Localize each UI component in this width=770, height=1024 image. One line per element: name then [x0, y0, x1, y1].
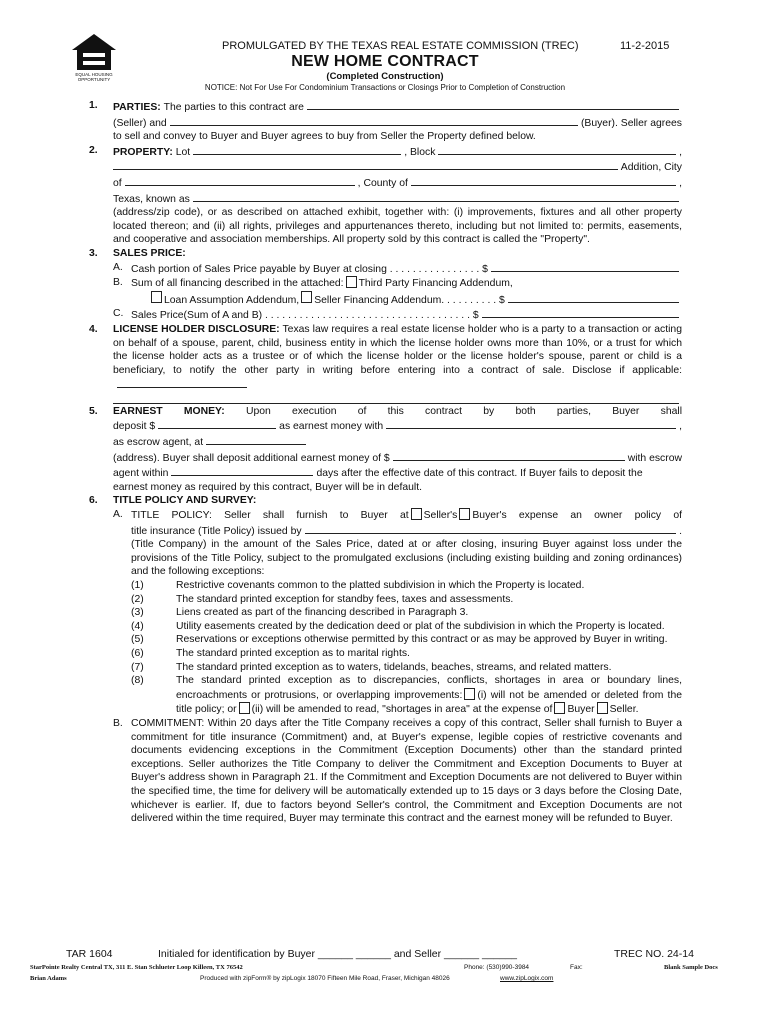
item-number: (5) — [131, 634, 144, 646]
cash-portion-label: Cash portion of Sales Price payable by Buyer at closing . . . . . . . . . . . . . . . . $ — [131, 263, 488, 275]
produced-with: Produced with zipForm® by zipLogix 18070 Fifteen Mile Road, Fraser, Michigan 48026 — [200, 975, 450, 982]
escrow-agent-field[interactable] — [386, 418, 676, 429]
sales-price-label: Sales Price(Sum of A and B) . . . . . . . . . . . . . . . . . . . . . . . . . . . . . . . . . . . . $ — [131, 310, 479, 322]
comma: , — [679, 421, 682, 433]
section-label: PARTIES: — [113, 102, 161, 113]
seller-shortage-checkbox[interactable] — [597, 702, 608, 714]
section-number: 4. — [89, 323, 98, 335]
promulgated-text: PROMULGATED BY THE TEXAS REAL ESTATE COMMISSION (TREC) — [222, 40, 579, 52]
item-text: Liens created as part of the financing described in Paragraph 3. — [176, 607, 469, 619]
tar-number: TAR 1604 — [66, 948, 113, 960]
section-earnest-money — [85, 405, 682, 495]
fax-info: Fax: — [570, 964, 583, 971]
block-field[interactable] — [438, 144, 676, 155]
buyer-shortage-checkbox[interactable] — [554, 702, 565, 714]
seller-financing-checkbox[interactable] — [301, 291, 312, 303]
escrow-agent-label: as escrow agent, at — [113, 437, 204, 449]
days-field[interactable] — [171, 465, 313, 476]
deposit-amount-field[interactable] — [158, 418, 276, 429]
list-item — [131, 593, 682, 607]
block-label: , Block — [404, 146, 436, 158]
section-label: SALES PRICE: — [113, 247, 186, 259]
list-item — [131, 606, 682, 620]
item-number: (6) — [131, 647, 144, 659]
buyer-name-field[interactable] — [170, 115, 578, 126]
item-text: The standard printed exception as to marital rights. — [176, 647, 410, 659]
address-field[interactable] — [193, 191, 679, 202]
page-subtitle: (Completed Construction) — [326, 71, 444, 82]
county-label: , County of — [357, 177, 408, 189]
disclosure-field-2[interactable] — [113, 393, 679, 404]
ziplogix-link[interactable]: www.zipLogix.com — [500, 975, 554, 982]
section-number: 3. — [89, 247, 98, 259]
third-party-financing-label: Third Party Financing Addendum, — [358, 278, 513, 290]
earnest-default-text: earnest money as required by this contract, Buyer will be in default. — [113, 481, 422, 493]
page-title: NEW HOME CONTRACT — [291, 53, 479, 70]
form-date: 11-2-2015 — [620, 40, 670, 52]
item-text: Restrictive covenants common to the platted subdivision in which the Property is located. — [176, 580, 585, 591]
comma: , — [679, 146, 682, 158]
not-amended-checkbox[interactable] — [464, 688, 475, 700]
comma: , — [679, 177, 682, 189]
city-of-label: of — [113, 177, 122, 189]
seller-shortage-label: Seller. — [609, 704, 639, 716]
seller-name-field[interactable] — [307, 99, 679, 110]
buyer-expense-checkbox[interactable] — [459, 508, 470, 520]
contract-body — [85, 99, 682, 826]
item-text: Reservations or exceptions otherwise permitted by this contract or as may be approved by Buyer in writing. — [176, 634, 668, 646]
title-policy-description: (Title Company) in the amount of the Sales Price, dated at or after closing, insuring Buyer against loss under the provisions of the Title Policy, subject to the promulgated exclusions (including existing building and zoning ordinances) and the following exceptions: — [131, 539, 682, 578]
lot-field[interactable] — [193, 144, 401, 155]
agent-name: Brian Adams — [30, 975, 67, 982]
list-item — [131, 620, 682, 634]
section-label: LICENSE HOLDER DISCLOSURE: — [113, 323, 280, 335]
item-letter: A. — [113, 261, 123, 273]
with-escrow-label: with escrow — [627, 452, 682, 464]
list-item — [131, 647, 682, 661]
item-letter: C. — [113, 308, 124, 320]
known-as-label: Texas, known as — [113, 193, 190, 205]
trec-number: TREC NO. 24-14 — [614, 948, 694, 960]
lot-label: Lot — [175, 146, 191, 158]
amended-checkbox[interactable] — [239, 702, 250, 714]
not-amended-label: (i) will not be amended or deleted from the title policy; or — [176, 689, 682, 716]
addition-label: Addition, City — [620, 162, 682, 174]
section-number: 5. — [89, 405, 98, 417]
section-sales-price — [85, 247, 682, 323]
sales-price-field[interactable] — [482, 307, 679, 318]
loan-assumption-checkbox[interactable] — [151, 291, 162, 303]
section-label: TITLE POLICY AND SURVEY: — [113, 495, 257, 507]
additional-deposit-field[interactable] — [393, 450, 625, 461]
deposit-label: deposit $ — [113, 421, 156, 433]
list-item — [131, 579, 682, 593]
escrow-with-label: as earnest money with — [279, 421, 384, 433]
logo-caption: EQUAL HOUSING OPPORTUNITY — [75, 72, 113, 82]
license-holder-text: Texas law requires a real estate license holder who is a party to a transaction or acting on behalf of a spouse, parent, child, business entity in which the license holder owns more than 10%, or a trust for which the license holder acts as a trustee or of which the license holder or the license holder's spouse, parent or child is a beneficiary, to notify the other party in writing before entering into a contract of sale. Disclose if applicable: — [113, 323, 682, 376]
item-letter: A. — [113, 509, 123, 521]
exceptions-list — [131, 579, 682, 717]
section-number: 2. — [89, 144, 98, 156]
seller-label: (Seller) and — [113, 117, 167, 129]
amended-label: (ii) will be amended to read, "shortages in area" at the expense of — [251, 704, 553, 716]
seller-expense-label: Seller's — [423, 510, 458, 522]
list-item — [131, 674, 682, 717]
loan-assumption-label: Loan Assumption Addendum, — [164, 294, 300, 306]
county-field[interactable] — [411, 175, 676, 186]
section-license-holder — [85, 323, 682, 404]
title-company-field[interactable] — [305, 523, 677, 534]
company-info: StarPointe Realty Central TX, 311 E. Stan Schlueter Loop Killeen, TX 76542 — [30, 964, 243, 971]
parties-text: The parties to this contract are — [163, 102, 304, 113]
item-text: The standard printed exception as to waters, tidelands, beaches, streams, and related matters. — [176, 661, 612, 673]
section-parties — [85, 99, 682, 144]
section-label: EARNEST MONEY: — [113, 405, 225, 417]
item-number: (2) — [131, 593, 144, 605]
buyer-expense-label: Buyer's expense an owner policy of — [472, 510, 682, 522]
seller-expense-checkbox[interactable] — [411, 508, 422, 520]
cash-portion-field[interactable] — [491, 261, 679, 272]
section-number: 1. — [89, 100, 98, 111]
issued-by-label: title insurance (Title Policy) issued by — [131, 525, 302, 537]
buyer-shortage-label: Buyer — [567, 704, 595, 716]
phone-info: Phone: (530)990-3984 — [464, 964, 530, 971]
third-party-financing-checkbox[interactable] — [346, 276, 357, 288]
item-number: (4) — [131, 620, 144, 632]
item-letter: B. — [113, 277, 123, 289]
disclosure-field[interactable] — [117, 377, 247, 388]
item-letter: B. — [113, 717, 123, 729]
document-name: Blank Sample Docs — [664, 964, 718, 971]
parties-convey-text: to sell and convey to Buyer and Buyer agrees to buy from Seller the Property defined below. — [113, 131, 536, 143]
item-number: (8) — [131, 675, 144, 687]
section-label: PROPERTY: — [113, 146, 173, 158]
buyer-label: (Buyer). Seller agrees — [580, 117, 682, 129]
agent-within-label: agent within — [113, 468, 169, 480]
earnest-money-text: Upon execution of this contract by both parties, Buyer shall — [245, 405, 683, 417]
item-number: (7) — [131, 661, 144, 673]
notice-text: NOTICE: Not For Use For Condominium Transactions or Closings Prior to Completion of Construction — [204, 83, 566, 92]
addition-field[interactable] — [113, 159, 618, 170]
seller-financing-label: Seller Financing Addendum. . . . . . . . . . $ — [314, 294, 505, 306]
section-title-policy: 6. TITLE POLICY AND SURVEY: A. TITLE POLICY: Seller shall furnish to Buyer at Seller's Buyer's expense an owner policy of title insurance (Title Policy) issued by . (Title Company) in the amount of the Sales Price, dated at or after closing, insuring Buyer against loss under the provisions of the Title Policy, subject to the promulgated exclusions (including existing building and zoning ordinances) and the following exceptions: (1) Restrictive covenants common to the platted subdivision in which the Property is located. (2) The standard printed exception for standby fees, taxes and assessments. (3) Liens created as part of the financing described in Paragraph 3. (4) Utility easements created by the dedication deed or plat of the subdivision in which the Property is located. (5) Reservations or exceptions otherwise permitted by this contract or as may be approved by Buyer in writing. (6) The standard printed exception as to marital rights. (7) The standard printed exception as to waters, tidelands, beaches, streams, and related matters. (8) The standard printed exception as to discrepancies, conflicts, shortages in area or boundary lines, encroachments or protrusions, or overlapping improvements: (i) will not be amended or deleted from the title policy; or (ii) will be amended to read, "shortages in area" at the expense of Buyer Seller. B. COMMITMENT: Within 20 days after the Title Company receives a copy of this contract, Seller shall furnish to Buyer a commitment for title insurance (Commitment) and, at Buyer's expense, legible copies of restrictive covenants and documents evidencing exceptions in the Commitment (Exception Documents) other than the standard printed exceptions. Seller authorizes the Title Company to deliver the Commitment and Exception Documents to Buyer at Buyer's address shown in Paragraph 21. If the Commitment and Exception Documents are not delivered to Buyer within the specified time, the time for delivery will be automatically extended up to 15 days or 3 days before the Closing Date, whichever is earlier. If, due to factors beyond Seller's control, the Commitment and Exception Documents are not delivered within the time required, Buyer may terminate this contract and the earnest money will be refunded to Buyer. — [89, 495, 682, 825]
item-number: (1) — [131, 580, 144, 591]
item-text: Utility easements created by the dedication deed or plat of the subdivision in which the Property is located. — [176, 620, 665, 632]
initialed-text: Initialed for identification by Buyer ______ ______ and Seller ______ ______ — [158, 948, 518, 960]
item-text: The standard printed exception for standby fees, taxes and assessments. — [176, 593, 514, 605]
commitment-text: COMMITMENT: Within 20 days after the Title Company receives a copy of this contract, Seller shall furnish to Buyer a commitment for title insurance (Commitment) and, at Buyer's expense, legible copies of restrictive covenants and documents evidencing exceptions in the Commitment (Exception Documents) other than the standard printed exceptions. Seller authorizes the Title Company to deliver the Commitment and Exception Documents to Buyer at Buyer's address shown in Paragraph 21. If the Commitment and Exception Documents are not delivered to Buyer within the specified time, the time for delivery will be automatically extended up to 15 days or 3 days before the Closing Date, whichever is earlier. If, due to factors beyond Seller's control, the Commitment and Exception Documents are not delivered within the time required, Buyer may terminate this contract and the earnest money will be refunded to Buyer. — [131, 717, 682, 825]
section-property — [85, 144, 682, 247]
list-item — [131, 633, 682, 647]
city-field[interactable] — [125, 175, 355, 186]
days-label: days after the effective date of this contract. If Buyer fails to deposit the — [316, 468, 643, 480]
item-number: (3) — [131, 607, 144, 619]
title-policy-text: TITLE POLICY: Seller shall furnish to Buyer at — [131, 510, 409, 522]
additional-deposit-label: (address). Buyer shall deposit additional earnest money of $ — [113, 452, 390, 464]
escrow-address-field[interactable] — [206, 434, 306, 445]
financing-label: Sum of all financing described in the attached: — [131, 278, 344, 290]
list-item — [131, 661, 682, 675]
financing-amount-field[interactable] — [508, 292, 679, 303]
item-text: The standard printed exception as to discrepancies, conflicts, shortages in area or boundary lines, encroachments or protrusions, or overlapping improvements: — [176, 675, 682, 701]
property-description: (address/zip code), or as described on attached exhibit, together with: (i) improvements, fixtures and all other property located thereon; and (ii) all rights, privileges and appurtenances thereto, including but not limited to: permits, easements, and cooperative and association memberships. All property sold by this contract is called the "Property". — [113, 207, 682, 246]
section-number: 6. — [89, 495, 98, 507]
